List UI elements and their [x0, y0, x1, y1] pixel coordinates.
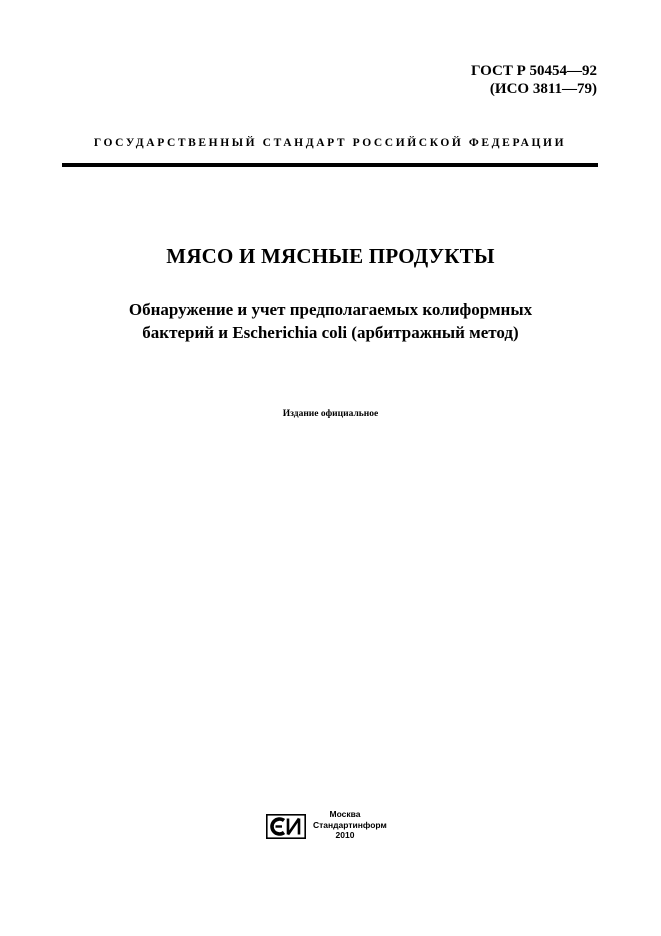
standard-number: ГОСТ Р 50454—92 [470, 63, 597, 79]
document-subtitle [40, 298, 621, 344]
standartinform-logo-icon [266, 814, 306, 839]
header-rule [62, 163, 598, 167]
subtitle-line-1: Обнаружение и учет предполагаемых колиформных [128, 300, 533, 319]
iso-reference: (ИСО 3811—79) [489, 81, 597, 97]
document-title: МЯСО И МЯСНЫЕ ПРОДУКТЫ [166, 244, 495, 268]
imprint-year: 2010 [335, 830, 355, 840]
imprint [313, 809, 387, 841]
subtitle-line-2: бактерий и Escherichia coli (арбитражный метод) [142, 323, 519, 342]
edition-note: Издание официальное [282, 409, 379, 419]
imprint-city: Москва [329, 809, 361, 819]
document-designation [471, 62, 597, 98]
state-standard-banner: ГОСУДАРСТВЕННЫЙ СТАНДАРТ РОССИЙСКОЙ ФЕДЕРАЦИИ [93, 137, 567, 149]
imprint-publisher: Стандартинформ [313, 819, 387, 830]
